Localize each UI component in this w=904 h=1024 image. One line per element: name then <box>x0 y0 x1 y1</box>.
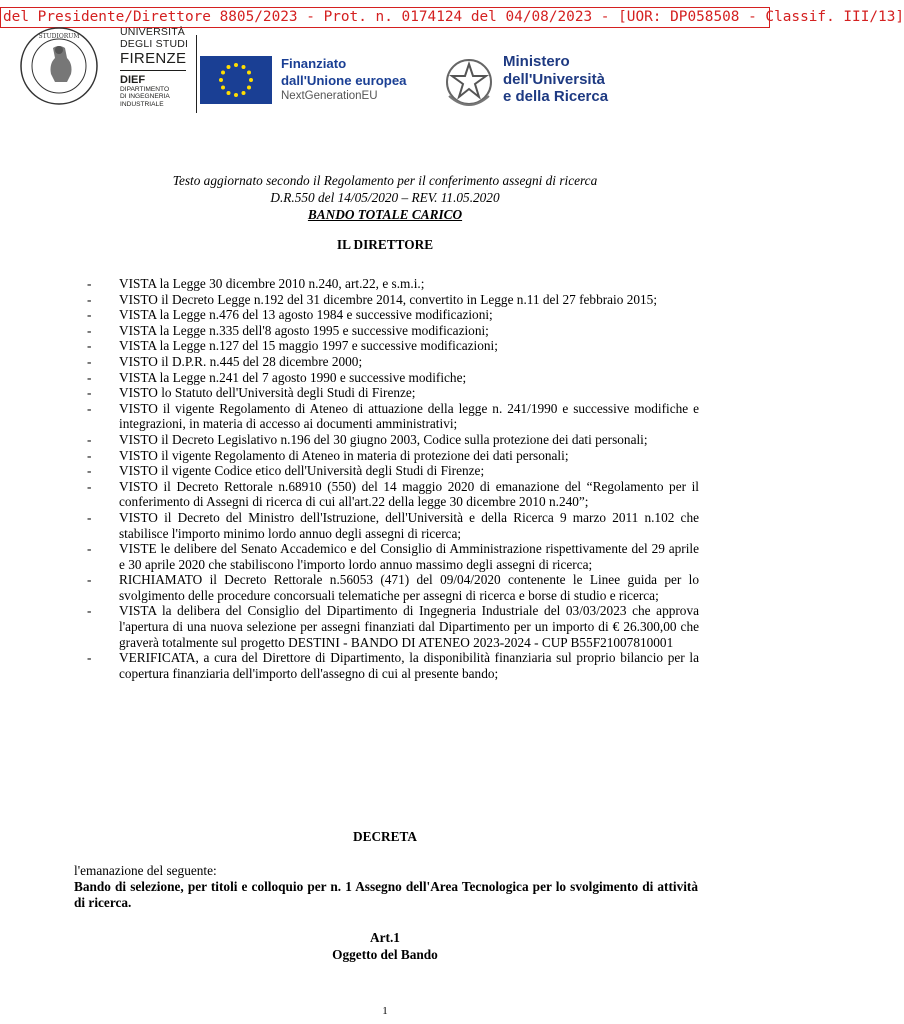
header-divider <box>196 35 197 113</box>
bullet-dash: - <box>87 650 92 666</box>
intro-regulation-note: Testo aggiornato secondo il Regolamento per il conferimento assegni di ricerca <box>172 173 598 188</box>
wordmark-divider <box>120 70 186 71</box>
visti-text: VISTO il Decreto Legislativo n.196 del 30 giugno 2003, Codice sulla protezione dei dati personali; <box>119 431 648 447</box>
eu-flag-icon <box>200 56 272 104</box>
ministry-line1: Ministero <box>503 53 570 70</box>
eu-star-icon <box>219 78 223 82</box>
visti-text: VISTA la Legge n.476 del 13 agosto 1984 e successive modificazioni; <box>119 307 493 323</box>
visti-text: VISTA la Legge 30 dicembre 2010 n.240, art.22, e s.m.i.; <box>119 276 425 291</box>
department-name-line1: DIPARTIMENTO <box>120 86 170 93</box>
ministry-line2: dell'Università <box>503 70 605 88</box>
bullet-dash: - <box>87 572 92 588</box>
visti-item <box>87 370 699 386</box>
university-name-line1: UNIVERSITÀ <box>120 26 186 38</box>
bullet-dash: - <box>87 322 92 338</box>
bullet-dash: - <box>87 509 92 525</box>
bullet-dash: - <box>87 385 92 401</box>
visti-item <box>87 541 699 572</box>
eu-star-icon <box>234 63 238 67</box>
visti-item <box>87 385 699 401</box>
visti-item <box>87 510 699 541</box>
visti-item <box>87 354 699 370</box>
visti-item <box>87 292 699 308</box>
bullet-dash: - <box>87 478 92 494</box>
italian-republic-emblem-icon <box>443 56 495 110</box>
visti-item <box>87 650 699 681</box>
bullet-dash: - <box>87 276 92 291</box>
ministry-label <box>503 53 608 106</box>
eu-star-icon <box>227 65 231 69</box>
eu-star-icon <box>227 91 231 95</box>
visti-item <box>87 572 699 603</box>
visti-item <box>87 276 699 292</box>
university-seal-logo <box>13 26 105 106</box>
eu-funding-line2: dall'Unione europea <box>281 73 407 88</box>
department-name-line3: INDUSTRIALE <box>120 100 164 108</box>
article-number: Art.1 <box>370 930 400 945</box>
visti-item <box>87 338 699 354</box>
visti-text: VISTO il vigente Regolamento di Ateneo di attuazione della legge n. 241/1990 e successive modifiche e integrazioni, in materia di accesso ai documenti amministrativi; <box>119 400 699 432</box>
bullet-dash: - <box>87 447 92 463</box>
visti-item <box>87 401 699 432</box>
eu-star-icon <box>242 91 246 95</box>
bullet-dash: - <box>87 541 92 557</box>
eu-funding-label <box>281 55 407 104</box>
intro-bando-type: BANDO TOTALE CARICO <box>307 207 463 222</box>
eu-star-icon <box>221 86 225 90</box>
visti-item <box>87 307 699 323</box>
university-name-line3: FIRENZE <box>120 50 187 67</box>
article-title: Oggetto del Bando <box>332 947 438 962</box>
eu-star-icon <box>247 86 251 90</box>
intro-decree-ref: D.R.550 del 14/05/2020 – REV. 11.05.2020 <box>270 190 500 205</box>
bullet-dash: - <box>87 603 92 619</box>
bando-title: Bando di selezione, per titoli e colloquio per n. 1 Assegno dell'Area Tecnologica per lo svolgimento di attività di ricerca. <box>74 879 698 910</box>
visti-text: VISTA la delibera del Consiglio del Dipartimento di Ingegneria Industriale del 03/03/2023 che approva l'apertura di una nuova selezione per assegni finanziati dal Dipartimento per un importo di € 26.300,00 che graverà totalmente sul progetto DESTINI - BANDO DI ATENEO 2023-2024 - CUP B55F21007810001 <box>119 603 699 650</box>
visti-text: VISTO lo Statuto dell'Università degli Studi di Firenze; <box>119 385 416 401</box>
decreta-heading: DECRETA <box>352 829 418 844</box>
emanazione-text: l'emanazione del seguente: <box>74 863 217 878</box>
visti-text: VISTO il Decreto Legge n.192 del 31 dicembre 2014, convertito in Legge n.11 del 27 febbraio 2015; <box>119 291 658 307</box>
eu-funding-line1: Finanziato <box>281 56 347 71</box>
eu-star-icon <box>221 71 225 75</box>
visti-text: VERIFICATA, a cura del Direttore di Dipartimento, la disponibilità finanziaria sul proprio bilancio per la copertura finanziaria dell'importo dell'assegno di cui al presente bando; <box>119 650 699 681</box>
bullet-dash: - <box>87 338 92 354</box>
visti-item <box>87 463 699 479</box>
visti-item <box>87 448 699 464</box>
eu-funding-line3: NextGenerationEU <box>281 90 378 102</box>
bullet-dash: - <box>87 463 92 479</box>
visti-text: VISTE le delibere del Senato Accademico e del Consiglio di Amministrazione rispettivamente del 29 aprile e 30 aprile 2020 che stabiliscono l'importo lordo annuo massimo degli assegni di ricerca; <box>119 541 699 572</box>
visti-text: VISTA la Legge n.127 del 15 maggio 1997 e successive modificazioni; <box>119 338 498 354</box>
page-number: 1 <box>382 1005 388 1017</box>
eu-star-icon <box>242 65 246 69</box>
svg-text:STUDIORUM: STUDIORUM <box>38 33 80 40</box>
visti-text: VISTO il D.P.R. n.445 del 28 dicembre 2000; <box>119 353 363 369</box>
university-name-line2: DEGLI STUDI <box>120 38 189 50</box>
visti-text: RICHIAMATO il Decreto Rettorale n.56053 (471) del 09/04/2020 contenente le Linee guida per lo svolgimento delle procedure concorsuali telematiche per assegni di ricerca e borse di studio e ricerca; <box>119 572 699 603</box>
page-title: IL DIRETTORE <box>336 237 434 252</box>
department-name-line2: DI INGEGNERIA <box>120 93 170 101</box>
visti-item <box>87 323 699 339</box>
visti-text: VISTA la Legge n.241 del 7 agosto 1990 e successive modifiche; <box>119 369 467 385</box>
university-wordmark <box>120 27 188 108</box>
eu-star-icon <box>249 78 253 82</box>
bullet-dash: - <box>87 369 92 385</box>
eu-star-icon <box>247 71 251 75</box>
bullet-dash: - <box>87 431 92 447</box>
bullet-dash: - <box>87 400 92 416</box>
bullet-dash: - <box>87 307 92 323</box>
visti-item <box>87 603 699 650</box>
visti-text: VISTO il Decreto Rettorale n.68910 (550) del 14 maggio 2020 di emanazione del “Regolamento per il conferimento di Assegni di ricerca di cui all'art.22 della legge 30 dicembre 2010 n.240”; <box>119 478 699 510</box>
eu-star-icon <box>234 93 238 97</box>
ministry-line3: e della Ricerca <box>503 88 609 105</box>
bullet-dash: - <box>87 353 92 369</box>
visti-text: VISTO il vigente Codice etico dell'Università degli Studi di Firenze; <box>119 463 485 479</box>
visti-text: VISTO il Decreto del Ministro dell'Istruzione, dell'Università e della Ricerca 9 marzo 2011 n.102 che stabilisce l'importo minimo lordo annuo degli assegni di ricerca; <box>119 509 699 541</box>
visti-item <box>87 432 699 448</box>
department-acronym: DIEF <box>120 74 146 86</box>
visti-item <box>87 479 699 510</box>
bullet-dash: - <box>87 291 92 307</box>
protocol-stamp: del Presidente/Direttore 8805/2023 - Prot. n. 0174124 del 04/08/2023 - [UOR: DP058508 - Classif. III/13] <box>0 7 770 28</box>
visti-list <box>87 276 699 681</box>
visti-text: VISTA la Legge n.335 dell'8 agosto 1995 e successive modificazioni; <box>119 322 489 338</box>
visti-text: VISTO il vigente Regolamento di Ateneo in materia di protezione dei dati personali; <box>119 447 569 463</box>
